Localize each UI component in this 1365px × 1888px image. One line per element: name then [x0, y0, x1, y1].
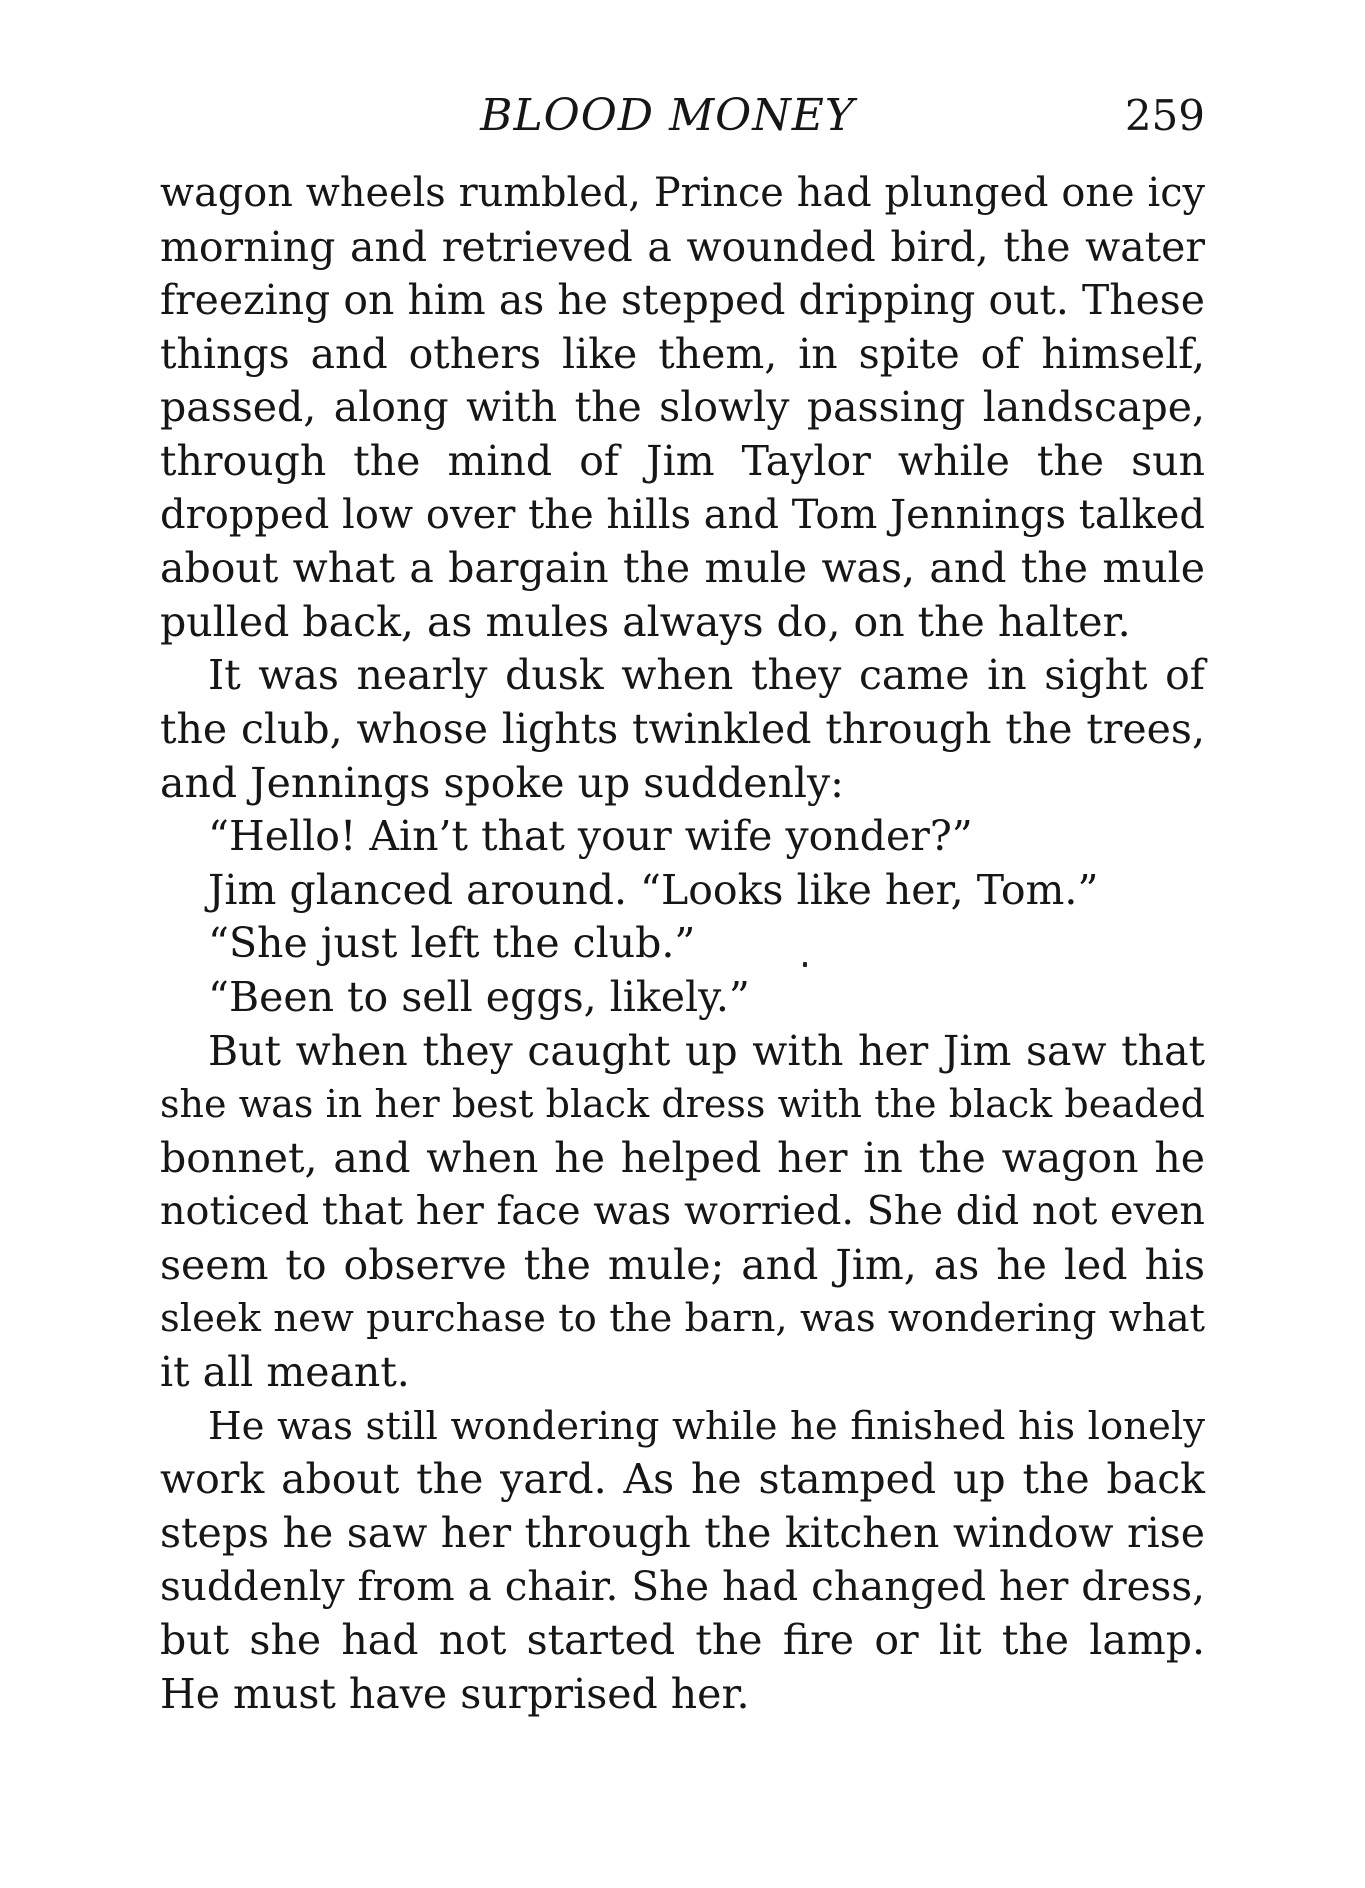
- text-line: He was still wondering while he finished his lonely: [208, 1403, 1205, 1449]
- text-line: the club, whose lights twinkled through the trees,: [160, 704, 1205, 753]
- text-line: but she had not started the fire or lit the lamp.: [160, 1616, 1205, 1665]
- running-head: [160, 86, 1205, 146]
- text-line: sleek new purchase to the barn, was wondering what: [160, 1296, 1205, 1342]
- text-line: dropped low over the hills and Tom Jennings talked: [160, 491, 1205, 538]
- text-line: she was in her best black dress with the black beaded: [160, 1082, 1205, 1127]
- text-line: But when they caught up with her Jim saw that: [208, 1026, 1205, 1075]
- text-line: suddenly from a chair. She had changed her dress,: [160, 1562, 1205, 1611]
- text-line: pulled back, as mules always do, on the halter.: [160, 597, 1131, 646]
- text-line: It was nearly dusk when they came in sight of: [208, 651, 1205, 700]
- text-line: wagon wheels rumbled, Prince had plunged one icy: [160, 170, 1205, 216]
- text-line: He must have surprised her.: [160, 1669, 750, 1718]
- text-line: things and others like them, in spite of himself,: [160, 329, 1205, 378]
- text-line: seem to observe the mule; and Jim, as he led his: [160, 1240, 1205, 1289]
- running-title: BLOOD MONEY: [480, 90, 855, 141]
- text-line: work about the yard. As he stamped up the back: [160, 1455, 1205, 1504]
- text-line: it all meant.: [160, 1348, 410, 1397]
- text-line: passed, along with the slowly passing landscape,: [160, 383, 1205, 432]
- text-line: about what a bargain the mule was, and the mule: [160, 544, 1205, 593]
- text-line: “Hello! Ain’t that your wife yonder?”: [208, 812, 973, 861]
- body-text: [160, 167, 1205, 1721]
- text-line: Jim glanced around. “Looks like her, Tom.”: [208, 865, 1099, 914]
- print-speck: [803, 962, 807, 967]
- text-line: through the mind of Jim Taylor while the sun: [160, 436, 1205, 485]
- text-line: morning and retrieved a wounded bird, the water: [160, 222, 1205, 271]
- text-line: “She just left the club.”: [208, 919, 696, 968]
- text-line: and Jennings spoke up suddenly:: [160, 758, 844, 807]
- text-line: noticed that her face was worried. She did not even: [160, 1188, 1205, 1235]
- text-line: “Been to sell eggs, likely.”: [208, 972, 750, 1021]
- text-line: freezing on him as he stepped dripping out. These: [160, 276, 1205, 325]
- page-number: 259: [1124, 91, 1205, 140]
- text-line: steps he saw her through the kitchen window rise: [160, 1508, 1205, 1557]
- text-line: bonnet, and when he helped her in the wagon he: [160, 1133, 1205, 1182]
